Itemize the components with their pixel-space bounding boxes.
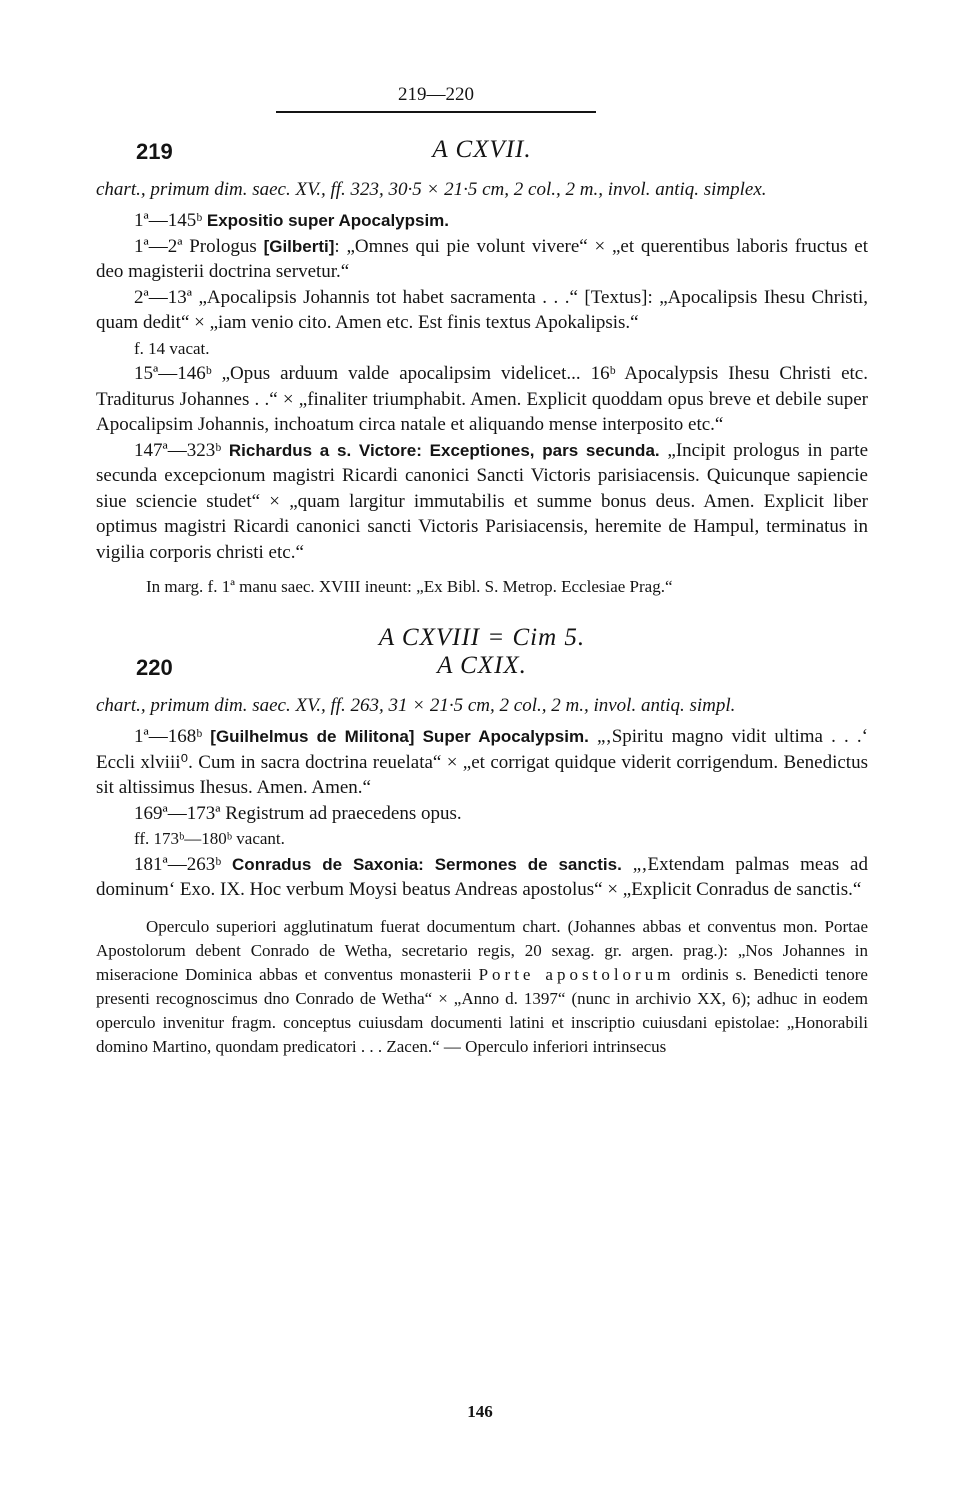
work-title: [Guilhelmus de Militona] Super Apocalypsim. (210, 727, 589, 746)
content-item: f. 14 vacat. (134, 338, 210, 358)
page-number: 146 (467, 1402, 493, 1421)
spaced-text: Porte apostolorum (478, 964, 675, 984)
content-item: 1ª—2ª Prologus [Gilberti]: „Omnes qui pie volunt vivere“ × „et querentibus laboris fructus et deo magisterii doctrina servetur.“ (96, 235, 868, 282)
binding-note: Operculo superiori agglutinatum fuerat documentum chart. (Johannes abbas et conventus mon. Portae Apostolorum debent Conrado de Wetha, secretario regis, 20 sexag. gr. argen. prag.): „Nos Johannes in miseracione Dominica abbas et conventus monasterii Porte apostolorum ordinis s. Benedicti tenore presenti recognoscimus dno Conrado de Wetha“ × „Anno d. 1397“ (nunc in archivio XX, 6); adhuc in eodem operculo invenitur fragm. conceptus cuiusdam documenti latini et inscriptio cuiusdani epistolae: „Honorabili domino Martino, quondam predicatori . . . Zacen.“ — Operculo inferiori intrinsecus (96, 916, 868, 1056)
content-item: 1ª—145ᵇ Expositio super Apocalypsim. (134, 210, 450, 231)
work-title: Expositio super Apocalypsim. (206, 211, 450, 230)
content-item: 169ª—173ª Registrum ad praecedens opus. (134, 802, 462, 824)
marginal-note: In marg. f. 1ª manu saec. XVIII ineunt: „Ex Bibl. S. Metrop. Ecclesiae Prag.“ (146, 577, 673, 596)
content-item: ff. 173ᵇ—180ᵇ vacant. (134, 829, 285, 848)
codicological-description: chart., primum dim. saec. XV., ff. 323, 30·5 × 21·5 cm, 2 col., 2 m., invol. antiq. simplex. (96, 178, 767, 200)
work-title: Conradus de Saxonia: Sermones de sanctis. (232, 854, 622, 874)
work-title: Richardus a s. Victore: Exceptiones, pars secunda. (228, 440, 660, 460)
entry-number: 220 (136, 654, 173, 680)
entry-220-header (96, 651, 868, 687)
shelfmark: A CXIX. (437, 651, 527, 679)
content-item: 15ª—146ᵇ „Opus arduum valde apocalipsim videlicet... 16ᵇ Apocalypsis Ihesu Christi etc. Traditurus Johannes . .“ × „finaliter triumphabit. Amen. Explicit quoddam opus breve et debile super Apocalipsim Johannis, inchoatum circa natale et aliquando mense interposito etc.“ (96, 363, 868, 435)
entry-number: 219 (136, 138, 173, 164)
shelfmark: A CXVII. (432, 135, 532, 163)
content-item: 181ª—263ᵇ Conradus de Saxonia: Sermones de sanctis. „‚Extendam palmas meas ad dominum‘ Exo. IX. Hoc verbum Moysi beatus Andreas apostolus“ × „Explicit Conradus de sanctis.“ (96, 853, 868, 900)
document-page (96, 82, 868, 1059)
running-head: 219—220 (276, 82, 596, 113)
entry-219-header (96, 135, 868, 171)
content-item: 1ª—168ᵇ [Guilhelmus de Militona] Super Apocalypsim. „‚Spiritu magno vidit ultima . . .‘ Eccli xlviii⁰. Cum in sacra doctrina reuelata“ × „et corrigat quidque viderit corrigendum. Benedictus sit altissimus Ihesus. Amen. Amen.“ (96, 726, 869, 798)
codicological-description: chart., primum dim. saec. XV., ff. 263, 31 × 21·5 cm, 2 col., 2 m., invol. antiq. simpl. (96, 694, 736, 716)
content-item: 147ª—323ᵇ Richardus a s. Victore: Exceptiones, pars secunda. „Incipit prologus in parte secunda excepcionum magistri Ricardi canonici Sancti Victoris parisiacensis. Quicunque sapiencie siue sciencie studet“ × „quam largitur immutabilis et summe bonus deus. Amen. Explicit liber optimus magistri Ricardi canonici sancti Victoris Parisiacensis, heremite de Hampul, terminatus in vigilia corporis christi etc.“ (96, 439, 869, 563)
content-item: 2ª—13ª „Apocalipsis Johannis tot habet sacramenta . . .“ [Textus]: „Apocalipsis Ihesu Christi, quam dedit“ × „iam venio cito. Amen etc. Est finis textus Apokalipsis.“ (96, 286, 868, 333)
author-bracket: [Gilberti] (263, 236, 335, 256)
cross-reference: A CXVIII = Cim 5. (378, 624, 586, 651)
